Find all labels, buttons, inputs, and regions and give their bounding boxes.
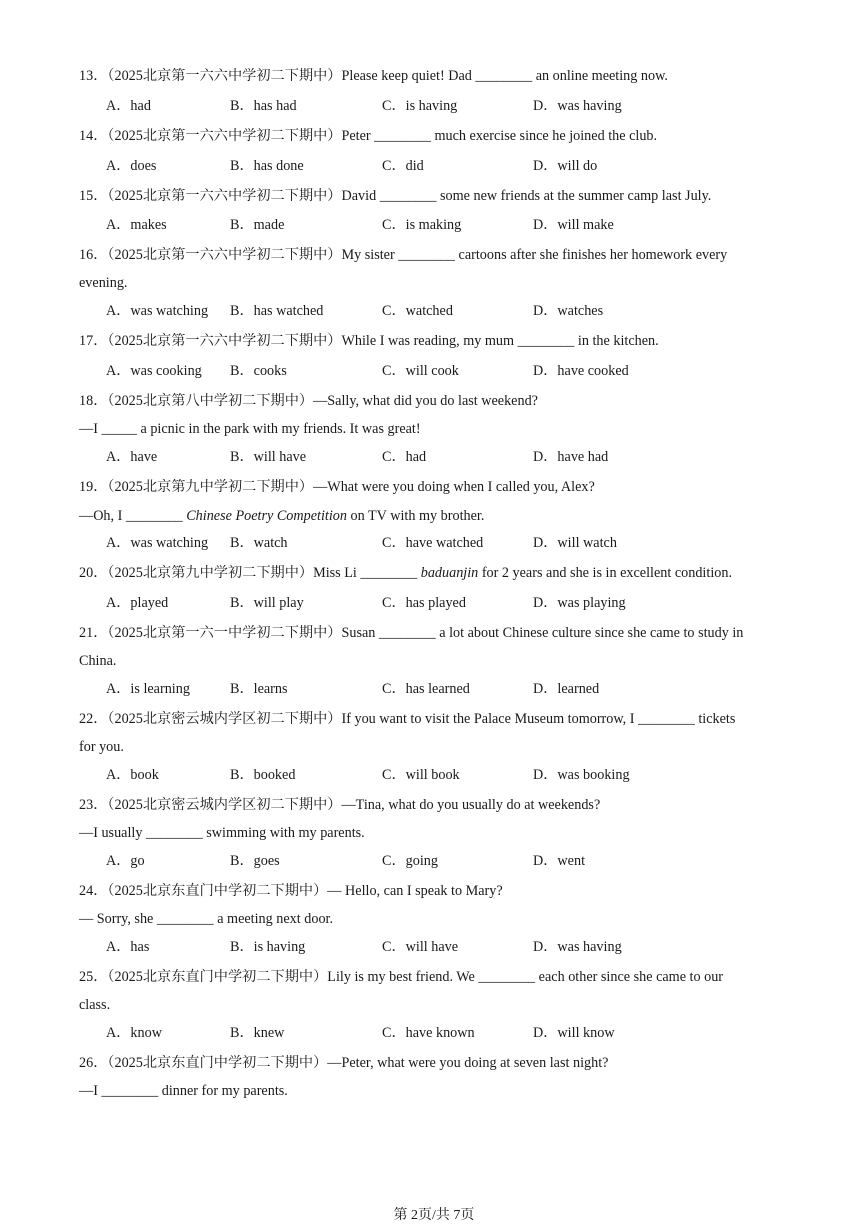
option-c[interactable]: C．watched — [382, 303, 453, 319]
question-16-stem: 16．（2025北京第一六六中学初二下期中）My sister ________ cartoons after she finishes her homework every — [79, 247, 728, 263]
option-d[interactable]: D．was having — [533, 98, 622, 114]
option-b[interactable]: B．goes — [230, 853, 280, 869]
option-a[interactable]: A．go — [106, 853, 145, 869]
question-18-dialogue-line: —I _____ a picnic in the park with my friends. It was great! — [79, 421, 421, 437]
option-a[interactable]: A．has — [106, 939, 150, 955]
option-a[interactable]: A．had — [106, 98, 151, 114]
question-18-stem: 18．（2025北京第八中学初二下期中）—Sally, what did you do last weekend? — [79, 393, 538, 409]
question-13-options — [106, 92, 806, 120]
option-d[interactable]: D．have cooked — [533, 363, 629, 379]
option-a[interactable]: A．makes — [106, 217, 167, 233]
question-14-stem: 14．（2025北京第一六六中学初二下期中）Peter ________ much exercise since he joined the club. — [79, 128, 658, 144]
option-d[interactable]: D．went — [533, 853, 586, 869]
option-d[interactable]: D．will make — [533, 217, 614, 233]
option-a[interactable]: A．was watching — [106, 535, 209, 551]
option-d[interactable]: D．was having — [533, 939, 622, 955]
option-d[interactable]: D．have had — [533, 449, 609, 465]
option-c[interactable]: C．going — [382, 853, 438, 869]
option-c[interactable]: C．had — [382, 449, 427, 465]
question-15-stem: 15．（2025北京第一六六中学初二下期中）David ________ some new friends at the summer camp last July. — [79, 188, 712, 204]
question-15-options — [106, 211, 806, 239]
option-d[interactable]: D．was booking — [533, 767, 630, 783]
option-b[interactable]: B．has watched — [230, 303, 324, 319]
question-26-dialogue-line: —I ________ dinner for my parents. — [79, 1083, 288, 1099]
option-a[interactable]: A．have — [106, 449, 158, 465]
question-22-options — [106, 761, 806, 789]
question-20-stem: 20．（2025北京第九中学初二下期中）Miss Li ________ baduanjin for 2 years and she is in excellent condition. — [79, 565, 732, 581]
option-b[interactable]: B．is having — [230, 939, 306, 955]
question-25-stem: 25．（2025北京东直门中学初二下期中）Lily is my best friend. We ________ each other since she came to our — [79, 969, 724, 985]
option-c[interactable]: C．did — [382, 158, 424, 174]
question-21-stem: 21．（2025北京第一六一中学初二下期中）Susan ________ a lot about Chinese culture since she came to study in — [79, 625, 744, 641]
question-17-options — [106, 357, 806, 385]
option-d[interactable]: D．watches — [533, 303, 604, 319]
option-b[interactable]: B．has done — [230, 158, 304, 174]
question-22-stem: 22．（2025北京密云城内学区初二下期中）If you want to visit the Palace Museum tomorrow, I ________ tickets — [79, 711, 736, 727]
option-c[interactable]: C．will cook — [382, 363, 459, 379]
question-25-stem-cont: class. — [79, 997, 111, 1013]
question-23-options — [106, 847, 806, 875]
option-d[interactable]: D．learned — [533, 681, 600, 697]
option-c[interactable]: C．have watched — [382, 535, 484, 551]
option-a[interactable]: A．does — [106, 158, 157, 174]
question-24-dialogue-line: — Sorry, she ________ a meeting next door. — [79, 911, 334, 927]
question-16-options — [106, 297, 806, 325]
page-footer: 第 2页/共 7页 — [393, 1208, 475, 1223]
option-d[interactable]: D．will know — [533, 1025, 615, 1041]
question-19-dialogue-line: —Oh, I ________ Chinese Poetry Competition on TV with my brother. — [79, 508, 485, 524]
question-20-options — [106, 589, 806, 617]
option-b[interactable]: B．cooks — [230, 363, 287, 379]
option-c[interactable]: C．has played — [382, 595, 466, 611]
option-b[interactable]: B．watch — [230, 535, 288, 551]
option-a[interactable]: A．was watching — [106, 303, 209, 319]
question-24-stem: 24．（2025北京东直门中学初二下期中）— Hello, can I speak to Mary? — [79, 883, 503, 899]
option-a[interactable]: A．played — [106, 595, 169, 611]
option-c[interactable]: C．will have — [382, 939, 459, 955]
question-19-stem: 19．（2025北京第九中学初二下期中）—What were you doing when I called you, Alex? — [79, 479, 595, 495]
question-21-options — [106, 675, 806, 703]
option-c[interactable]: C．is making — [382, 217, 462, 233]
option-c[interactable]: C．has learned — [382, 681, 470, 697]
question-23-dialogue-line: —I usually ________ swimming with my parents. — [79, 825, 365, 841]
option-c[interactable]: C．is having — [382, 98, 458, 114]
question-19-options — [106, 529, 806, 557]
option-d[interactable]: D．will watch — [533, 535, 617, 551]
option-b[interactable]: B．knew — [230, 1025, 285, 1041]
question-24-options — [106, 933, 806, 961]
option-b[interactable]: B．will play — [230, 595, 304, 611]
option-d[interactable]: D．was playing — [533, 595, 626, 611]
option-a[interactable]: A．book — [106, 767, 159, 783]
option-a[interactable]: A．know — [106, 1025, 162, 1041]
option-c[interactable]: C．have known — [382, 1025, 475, 1041]
question-22-stem-cont: for you. — [79, 739, 124, 755]
option-c[interactable]: C．will book — [382, 767, 460, 783]
question-25-options — [106, 1019, 806, 1047]
question-13-stem: 13．（2025北京第一六六中学初二下期中）Please keep quiet! Dad ________ an online meeting now. — [79, 68, 668, 84]
question-14-options — [106, 152, 806, 180]
option-b[interactable]: B．made — [230, 217, 285, 233]
option-b[interactable]: B．learns — [230, 681, 288, 697]
question-17-stem: 17．（2025北京第一六六中学初二下期中）While I was reading, my mum ________ in the kitchen. — [79, 333, 659, 349]
option-a[interactable]: A．is learning — [106, 681, 190, 697]
question-26-stem: 26．（2025北京东直门中学初二下期中）—Peter, what were you doing at seven last night? — [79, 1055, 609, 1071]
question-18-options — [106, 443, 806, 471]
italic-term: baduanjin — [420, 565, 479, 581]
option-b[interactable]: B．has had — [230, 98, 297, 114]
question-21-stem-cont: China. — [79, 653, 117, 669]
option-b[interactable]: B．booked — [230, 767, 296, 783]
option-b[interactable]: B．will have — [230, 449, 307, 465]
question-23-stem: 23．（2025北京密云城内学区初二下期中）—Tina, what do you usually do at weekends? — [79, 797, 601, 813]
italic-title: Chinese Poetry Competition — [186, 508, 347, 524]
option-a[interactable]: A．was cooking — [106, 363, 202, 379]
option-d[interactable]: D．will do — [533, 158, 598, 174]
question-16-stem-cont: evening. — [79, 275, 128, 291]
